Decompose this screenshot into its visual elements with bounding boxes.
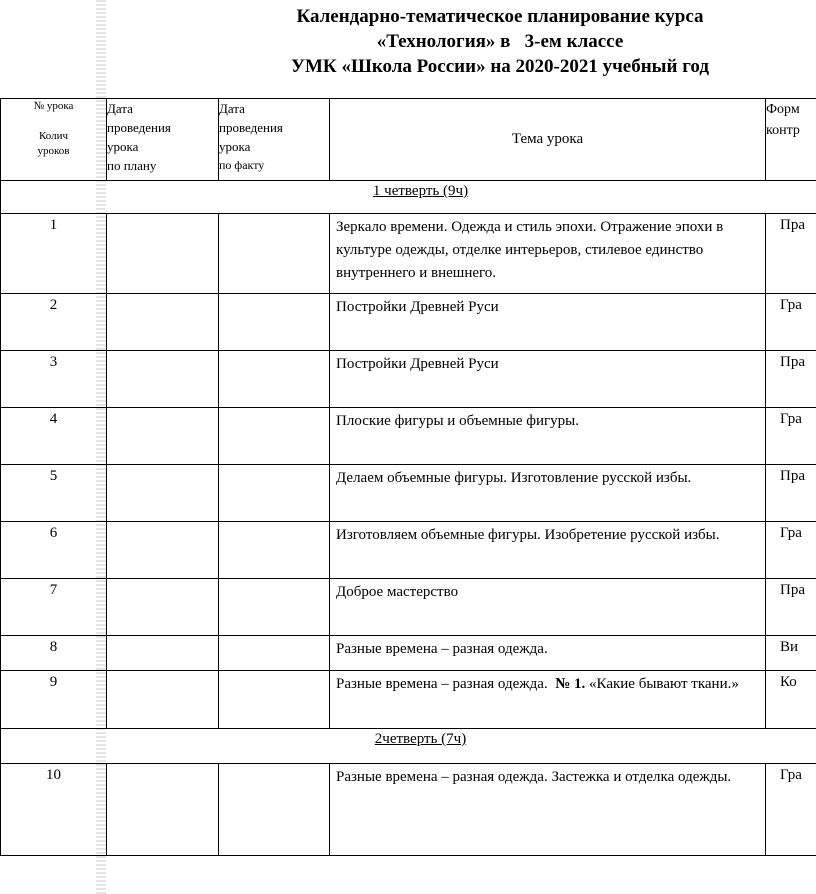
control-form-text: Ко — [780, 674, 797, 690]
fact-date-cell[interactable] — [219, 214, 330, 294]
title-line-3: УМК «Школа России» на 2020-2021 учебный год — [291, 56, 709, 77]
control-form-text: Гра — [780, 767, 802, 783]
fact-date-cell[interactable] — [219, 636, 330, 671]
document-title — [200, 4, 800, 79]
control-form — [766, 522, 816, 579]
fact-date-cell[interactable] — [219, 764, 330, 856]
quarter-row — [1, 729, 816, 764]
table-row — [1, 294, 816, 351]
lesson-topic: Доброе мастерство — [330, 579, 766, 636]
lesson-topic-part: Разные времена – разная одежда. — [336, 676, 556, 692]
plan-date-cell[interactable] — [107, 408, 219, 465]
fact-date-cell[interactable] — [219, 351, 330, 408]
quarter-row — [1, 181, 816, 214]
header-plan-date-line-3: урока — [107, 139, 139, 154]
table-row — [1, 351, 816, 408]
fact-date-cell[interactable] — [219, 408, 330, 465]
title-line-2: «Технология» в 3-ем классе — [376, 31, 624, 52]
header-form — [766, 99, 816, 181]
plan-date-cell[interactable] — [107, 764, 219, 856]
control-form-text: Пра — [780, 468, 805, 484]
header-plan-date-line-4: по плану — [107, 158, 157, 173]
lesson-number: 1 — [1, 214, 107, 294]
lesson-topic: Плоские фигуры и объемные фигуры. — [330, 408, 766, 465]
header-form-line-2: контр — [766, 123, 800, 138]
lesson-topic: Изготовляем объемные фигуры. Изобретение русской избы. — [330, 522, 766, 579]
header-fact-date-line-2: проведения — [219, 120, 283, 135]
plan-date-cell[interactable] — [107, 465, 219, 522]
control-form-text: Ви — [780, 639, 799, 655]
control-form — [766, 636, 816, 671]
control-form — [766, 351, 816, 408]
header-lesson-count-label-1: Колич — [38, 130, 69, 142]
table-row — [1, 636, 816, 671]
lesson-topic: Постройки Древней Руси — [330, 294, 766, 351]
header-fact-date — [219, 99, 330, 181]
fact-date-cell[interactable] — [219, 465, 330, 522]
title-line-1: Календарно-тематическое планирование курса — [296, 6, 704, 27]
control-form — [766, 294, 816, 351]
plan-date-cell[interactable] — [107, 636, 219, 671]
fact-date-cell[interactable] — [219, 522, 330, 579]
table-header-row — [1, 99, 816, 181]
control-form-text: Гра — [780, 525, 802, 541]
header-lesson-number — [1, 99, 107, 181]
lesson-topic-part: «Какие бывают ткани.» — [585, 676, 739, 692]
lesson-number: 9 — [1, 671, 107, 729]
lesson-number: 8 — [1, 636, 107, 671]
lesson-topic: Разные времена – разная одежда. Застежка и отделка одежды. — [330, 764, 766, 856]
control-form-text: Пра — [780, 354, 805, 370]
practical-work-number: № 1. — [555, 676, 586, 692]
table-row — [1, 408, 816, 465]
control-form — [766, 764, 816, 856]
header-form-line-1: Форм — [766, 102, 800, 117]
table-row — [1, 465, 816, 522]
header-lesson-number-label: № урока — [33, 100, 74, 112]
quarter-1-label: 1 четверть (9ч) — [1, 181, 816, 214]
control-form — [766, 214, 816, 294]
header-fact-date-line-3: урока — [219, 139, 251, 154]
plan-date-cell[interactable] — [107, 214, 219, 294]
lesson-topic: Зеркало времени. Одежда и стиль эпохи. Отражение эпохи в культуре одежды, отделке интерьеров, стилевое единство внутреннего и внешнего. — [330, 214, 766, 294]
plan-date-cell[interactable] — [107, 671, 219, 729]
header-plan-date-line-1: Дата — [107, 101, 133, 116]
plan-date-cell[interactable] — [107, 351, 219, 408]
lesson-number: 4 — [1, 408, 107, 465]
fact-date-cell[interactable] — [219, 671, 330, 729]
control-form-text: Гра — [780, 411, 802, 427]
header-plan-date-line-2: проведения — [107, 120, 171, 135]
header-fact-date-line-4: по факту — [219, 158, 265, 172]
control-form — [766, 579, 816, 636]
control-form-text: Пра — [780, 217, 805, 233]
header-plan-date — [107, 99, 219, 181]
header-lesson-count-label-2: уроков — [37, 145, 70, 157]
lesson-topic: Разные времена – разная одежда. — [330, 636, 766, 671]
table-row — [1, 214, 816, 294]
control-form — [766, 671, 816, 729]
table-row — [1, 522, 816, 579]
fact-date-cell[interactable] — [219, 579, 330, 636]
lesson-number: 3 — [1, 351, 107, 408]
lesson-number: 2 — [1, 294, 107, 351]
table-row — [1, 579, 816, 636]
lesson-number: 7 — [1, 579, 107, 636]
fact-date-cell[interactable] — [219, 294, 330, 351]
lesson-number: 6 — [1, 522, 107, 579]
lesson-topic — [330, 671, 766, 729]
planning-table — [0, 98, 816, 856]
lesson-topic: Постройки Древней Руси — [330, 351, 766, 408]
control-form-text: Гра — [780, 297, 802, 313]
lesson-number: 5 — [1, 465, 107, 522]
table-row — [1, 764, 816, 856]
lesson-number: 10 — [1, 764, 107, 856]
quarter-2-label: 2четверть (7ч) — [1, 729, 816, 764]
plan-date-cell[interactable] — [107, 579, 219, 636]
table-row — [1, 671, 816, 729]
control-form — [766, 465, 816, 522]
header-fact-date-line-1: Дата — [219, 101, 245, 116]
control-form — [766, 408, 816, 465]
lesson-topic: Делаем объемные фигуры. Изготовление русской избы. — [330, 465, 766, 522]
control-form-text: Пра — [780, 582, 805, 598]
plan-date-cell[interactable] — [107, 522, 219, 579]
header-topic: Тема урока — [330, 99, 766, 181]
plan-date-cell[interactable] — [107, 294, 219, 351]
